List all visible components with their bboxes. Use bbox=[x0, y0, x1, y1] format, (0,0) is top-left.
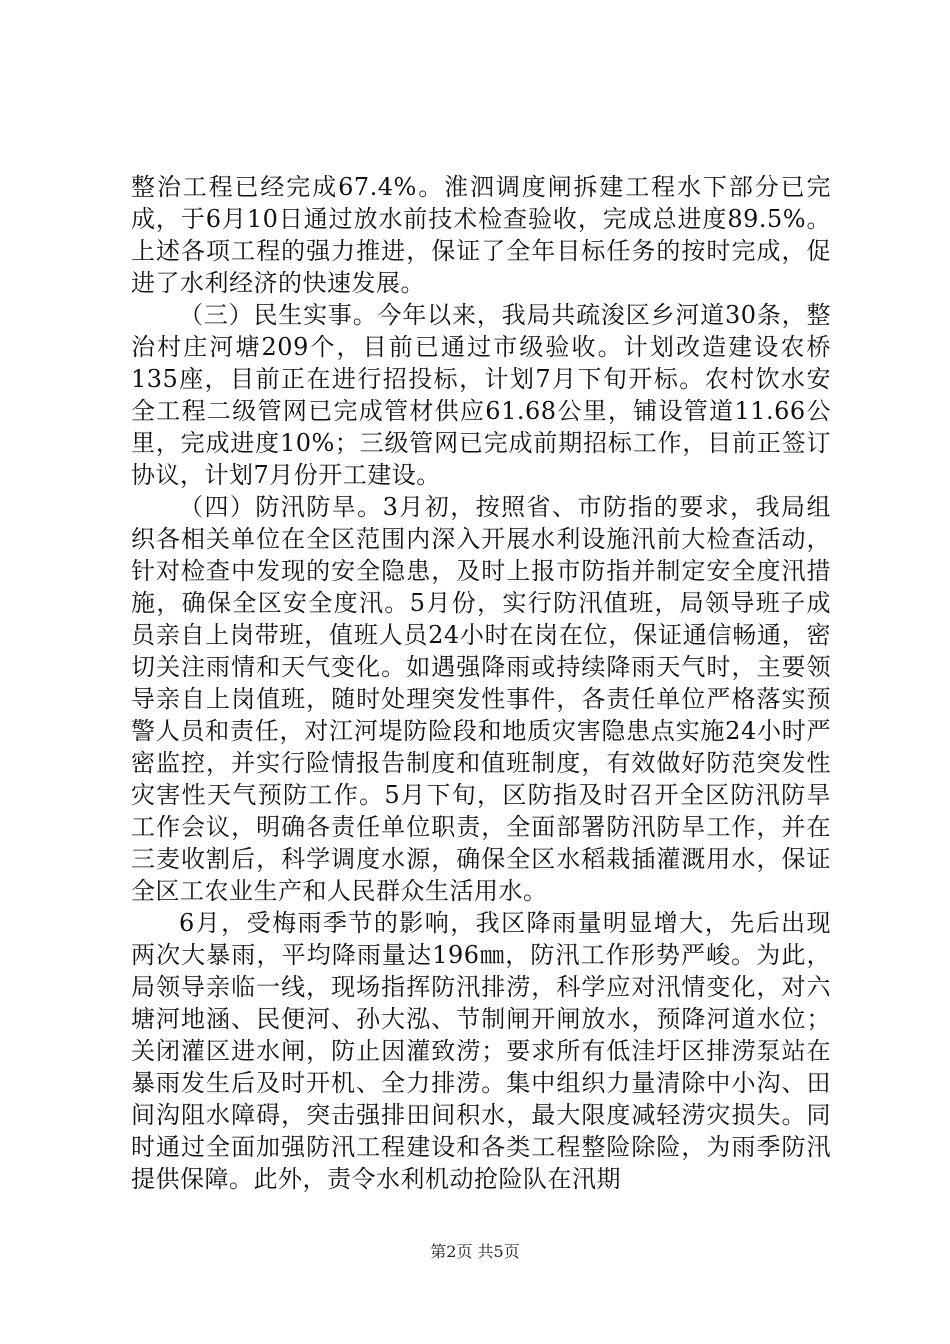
paragraph-june-rain: 6月，受梅雨季节的影响，我区降雨量明显增大，先后出现两次大暴雨，平均降雨量达196㎜，防汛工作形势严峻。为此，局领导亲临一线，现场指挥防汛排涝，科学应对汛情变化，对六塘河地涵、民便河、孙大泓、节制闸开闸放水，预降河道水位；关闭灌区进水闸，防止因灌致涝；要求所有低洼圩区排涝泵站在暴雨发生后及时开机、全力排涝。集中组织力量清除中小沟、田间沟阻水障碍，突击强排田间积水，最大限度减轻涝灾损失。同时通过全面加强防汛工程建设和各类工程整险除险，为雨季防汛提供保障。此外，责令水利机动抢险队在汛期 bbox=[131, 909, 831, 1193]
paragraph-flood-drought: （四）防汛防旱。3月初，按照省、市防指的要求，我局组织各相关单位在全区范围内深入开展水利设施汛前大检查活动，针对检查中发现的安全隐患，及时上报市防指并制定安全度汛措施，确保全区安全度汛。5月份，实行防汛值班，局领导班子成员亲自上岗带班，值班人员24小时在岗在位，保证通信畅通，密切关注雨情和天气变化。如遇强降雨或持续降雨天气时，主要领导亲自上岗值班，随时处理突发性事件，各责任单位严格落实预警人员和责任，对江河堤防险段和地质灾害隐患点实施24小时严密监控，并实行险情报告制度和值班制度，有效做好防范突发性灾害性天气预防工作。5月下旬，区防指及时召开全区防汛防旱工作会议，明确各责任单位职责，全面部署防汛防旱工作，并在三麦收割后，科学调度水源，确保全区水稻栽插灌溉用水，保证全区工农业生产和人民群众生活用水。 bbox=[131, 493, 831, 905]
document-body bbox=[131, 171, 831, 1195]
paragraph-continuation: 整治工程已经完成67.4%。淮泗调度闸拆建工程水下部分已完成，于6月10日通过放水前技术检查验收，完成总进度89.5%。上述各项工程的强力推进，保证了全年目标任务的按时完成，促进了水利经济的快速发展。 bbox=[131, 173, 831, 297]
page-number-footer: 第2页 共5页 bbox=[430, 1242, 520, 1261]
paragraph-livelihood: （三）民生实事。今年以来，我局共疏浚区乡河道30条，整治村庄河塘209个，目前已通过市级验收。计划改造建设农桥135座，目前正在进行招投标，计划7月下旬开标。农村饮水安全工程二级管网已完成管材供应61.68公里，铺设管道11.66公里，完成进度10%；三级管网已完成前期招标工作，目前正签订协议，计划7月份开工建设。 bbox=[131, 301, 831, 489]
